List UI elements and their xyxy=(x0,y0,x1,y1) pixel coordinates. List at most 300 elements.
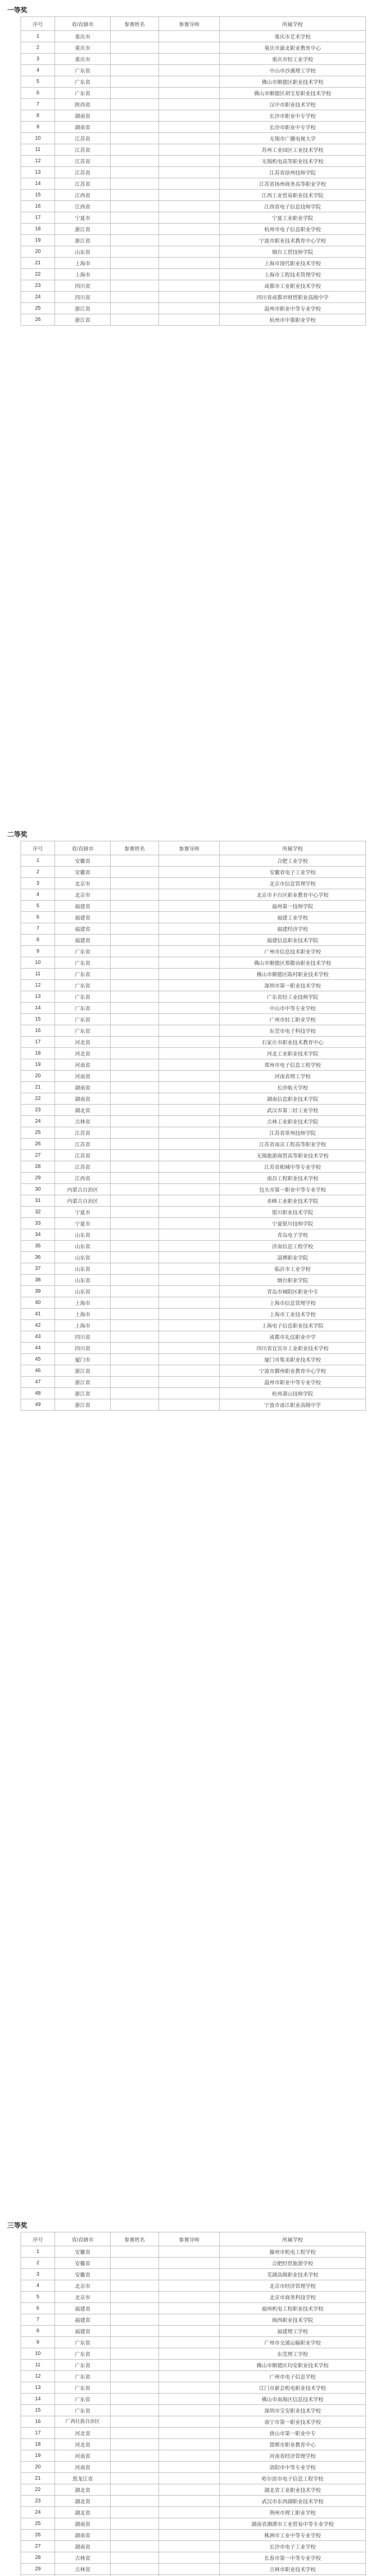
table-row xyxy=(21,923,366,935)
column-header: 所属学校 xyxy=(220,841,366,855)
table-row xyxy=(21,133,366,144)
school-cell: 郑州市电子信息工程学校 xyxy=(220,1059,366,1071)
province-cell: 浙江省 xyxy=(55,1399,111,1411)
index-cell: 26 xyxy=(21,2530,55,2541)
index-cell: 18 xyxy=(21,1048,55,1059)
school-cell: 江苏省扬州商务高等职业学校 xyxy=(220,178,366,190)
table-row xyxy=(21,1195,366,1207)
province-cell: 浙江省 xyxy=(55,1377,111,1388)
table-row xyxy=(21,946,366,957)
index-cell: 18 xyxy=(21,224,55,235)
province-cell: 广东省 xyxy=(55,76,111,88)
index-cell: 16 xyxy=(21,1025,55,1037)
table-header-row xyxy=(21,2232,366,2246)
column-header: 省/直辖市 xyxy=(55,17,111,31)
table-row xyxy=(21,2552,366,2564)
table-header-row xyxy=(21,841,366,855)
contestant-cell xyxy=(111,1297,159,1309)
province-cell: 安徽省 xyxy=(55,855,111,867)
column-header: 所属学校 xyxy=(220,2232,366,2246)
mentor-cell xyxy=(159,855,220,867)
school-cell: 合肥经贸旅游学校 xyxy=(220,2258,366,2269)
index-cell: 36 xyxy=(21,1252,55,1263)
index-cell: 3 xyxy=(21,2269,55,2280)
table-row xyxy=(21,88,366,99)
province-cell: 广东省 xyxy=(55,1003,111,1014)
table-row xyxy=(21,1207,366,1218)
index-cell: 12 xyxy=(21,980,55,991)
mentor-cell xyxy=(159,1003,220,1014)
province-cell: 广东省 xyxy=(55,2382,111,2394)
index-cell: 1 xyxy=(21,855,55,867)
school-cell: 安徽省电子工业学校 xyxy=(220,867,366,878)
index-cell: 30 xyxy=(21,1184,55,1195)
school-cell: 福州第一技师学院 xyxy=(220,901,366,912)
contestant-cell xyxy=(111,1093,159,1105)
index-cell: 19 xyxy=(21,235,55,246)
table-row xyxy=(21,54,366,65)
index-cell: 4 xyxy=(21,65,55,76)
index-cell: 2 xyxy=(21,42,55,54)
contestant-cell xyxy=(111,1116,159,1127)
mentor-cell xyxy=(159,1014,220,1025)
contestant-cell xyxy=(111,2416,159,2428)
province-cell: 浙江省 xyxy=(55,303,111,314)
index-cell: 15 xyxy=(21,2405,55,2416)
province-cell: 广东省 xyxy=(55,969,111,980)
contestant-cell xyxy=(111,2303,159,2314)
table-row xyxy=(21,1297,366,1309)
table-row xyxy=(21,1388,366,1399)
school-cell: 江西工业贸易职业技术学院 xyxy=(220,190,366,201)
province-cell: 山东省 xyxy=(55,1263,111,1275)
table-row xyxy=(21,2530,366,2541)
index-cell: 14 xyxy=(21,2394,55,2405)
table-row xyxy=(21,1127,366,1139)
school-cell: 哈尔滨市电子信息工程学校 xyxy=(220,2473,366,2484)
table-row xyxy=(21,2258,366,2269)
school-cell: 武汉市第二轻工业学校 xyxy=(220,1105,366,1116)
school-cell: 南昌工程职业技术学校 xyxy=(220,1173,366,1184)
province-cell: 山东省 xyxy=(55,1275,111,1286)
province-cell: 北京市 xyxy=(55,2280,111,2292)
table-row xyxy=(21,2484,366,2496)
table-row xyxy=(21,42,366,54)
school-cell: 江苏省相城中等专业学校 xyxy=(220,1161,366,1173)
school-cell: 杭州市中策职业学校 xyxy=(220,314,366,326)
index-cell: 5 xyxy=(21,76,55,88)
mentor-cell xyxy=(159,2314,220,2326)
province-cell: 四川省 xyxy=(55,1343,111,1354)
index-cell: 23 xyxy=(21,1105,55,1116)
table-row xyxy=(21,122,366,133)
province-cell: 宁夏市 xyxy=(55,212,111,224)
table-row xyxy=(21,2303,366,2314)
column-header: 省/直辖市 xyxy=(55,841,111,855)
table-row xyxy=(21,2382,366,2394)
index-cell: 11 xyxy=(21,969,55,980)
index-cell: 16 xyxy=(21,2416,55,2428)
province-cell: 浙江省 xyxy=(55,235,111,246)
table-row xyxy=(21,201,366,212)
index-cell: 14 xyxy=(21,1003,55,1014)
mentor-cell xyxy=(159,2416,220,2428)
province-cell: 陕西省 xyxy=(55,99,111,110)
index-cell: 21 xyxy=(21,258,55,269)
mentor-cell xyxy=(159,167,220,178)
province-cell: 上海市 xyxy=(55,1320,111,1331)
index-cell: 41 xyxy=(21,1309,55,1320)
mentor-cell xyxy=(159,1388,220,1399)
index-cell: 24 xyxy=(21,292,55,303)
index-cell: 8 xyxy=(21,2326,55,2337)
mentor-cell xyxy=(159,2269,220,2280)
mentor-cell xyxy=(159,957,220,969)
school-cell: 广州市信息技术职业学校 xyxy=(220,946,366,957)
school-cell: 成都市工业职业技术学校 xyxy=(220,280,366,292)
index-cell: 6 xyxy=(21,912,55,923)
contestant-cell xyxy=(111,2439,159,2450)
province-cell: 湖南省 xyxy=(55,1082,111,1093)
mentor-cell xyxy=(159,2337,220,2348)
province-cell: 广东省 xyxy=(55,2360,111,2371)
index-cell: 35 xyxy=(21,1241,55,1252)
province-cell: 湖北省 xyxy=(55,2496,111,2507)
table-row xyxy=(21,1331,366,1343)
province-cell: 湖南省 xyxy=(55,2541,111,2552)
school-cell: 重庆市轻工业学校 xyxy=(220,54,366,65)
mentor-cell xyxy=(159,54,220,65)
contestant-cell xyxy=(111,1173,159,1184)
province-cell: 上海市 xyxy=(55,258,111,269)
province-cell: 吉林省 xyxy=(55,2552,111,2564)
mentor-cell xyxy=(159,2280,220,2292)
index-cell: 34 xyxy=(21,1229,55,1241)
mentor-cell xyxy=(159,2507,220,2518)
school-cell: 湖南省湘潭市工业贸易中等专业学校 xyxy=(220,2518,366,2530)
index-cell: 17 xyxy=(21,1037,55,1048)
index-cell: 5 xyxy=(21,2292,55,2303)
mentor-cell xyxy=(159,2382,220,2394)
table-row xyxy=(21,235,366,246)
index-cell: 23 xyxy=(21,280,55,292)
mentor-cell xyxy=(159,178,220,190)
mentor-cell xyxy=(159,269,220,280)
mentor-cell xyxy=(159,2552,220,2564)
school-cell: 河北工业职业技术学院 xyxy=(220,1048,366,1059)
province-cell: 湖南省 xyxy=(55,122,111,133)
contestant-cell xyxy=(111,1037,159,1048)
province-cell: 广东省 xyxy=(55,946,111,957)
province-cell: 河北省 xyxy=(55,2428,111,2439)
contestant-cell xyxy=(111,76,159,88)
mentor-cell xyxy=(159,2292,220,2303)
province-cell: 山东省 xyxy=(55,1252,111,1263)
school-cell: 福建理工学校 xyxy=(220,2326,366,2337)
table-row xyxy=(21,1218,366,1229)
mentor-cell xyxy=(159,2326,220,2337)
contestant-cell xyxy=(111,2314,159,2326)
table-row xyxy=(21,2439,366,2450)
table-row xyxy=(21,1003,366,1014)
index-cell: 4 xyxy=(21,889,55,901)
contestant-cell xyxy=(111,1320,159,1331)
index-cell: 48 xyxy=(21,1388,55,1399)
index-cell: 26 xyxy=(21,314,55,326)
index-cell: 33 xyxy=(21,1218,55,1229)
mentor-cell xyxy=(159,2484,220,2496)
contestant-cell xyxy=(111,133,159,144)
contestant-cell xyxy=(111,935,159,946)
table-row xyxy=(21,212,366,224)
index-cell: 17 xyxy=(21,212,55,224)
school-cell: 无锡旅游商贸高等职业技术学校 xyxy=(220,1150,366,1161)
province-cell: 内蒙古自治区 xyxy=(55,1195,111,1207)
contestant-cell xyxy=(111,2326,159,2337)
index-cell: 29 xyxy=(21,1173,55,1184)
school-cell: 深圳市第一职业技术学校 xyxy=(220,980,366,991)
school-cell: 闽西职业技术学院 xyxy=(220,2314,366,2326)
mentor-cell xyxy=(159,1048,220,1059)
mentor-cell xyxy=(159,1059,220,1071)
contestant-cell xyxy=(111,2564,159,2575)
mentor-cell xyxy=(159,1105,220,1116)
table-row xyxy=(21,1241,366,1252)
school-cell: 重庆市艺术学校 xyxy=(220,31,366,42)
table-row xyxy=(21,2246,366,2258)
mentor-cell xyxy=(159,1025,220,1037)
school-cell: 北京市经济管理学校 xyxy=(220,2280,366,2292)
province-cell: 福建省 xyxy=(55,901,111,912)
contestant-cell xyxy=(111,2428,159,2439)
mentor-cell xyxy=(159,2530,220,2541)
school-cell: 赤峰工业职业技术学院 xyxy=(220,1195,366,1207)
contestant-cell xyxy=(111,1331,159,1343)
school-cell: 江苏省徐州技师学院 xyxy=(220,167,366,178)
table-row xyxy=(21,224,366,235)
contestant-cell xyxy=(111,2371,159,2382)
index-cell: 9 xyxy=(21,946,55,957)
column-header: 参赛导师 xyxy=(159,841,220,855)
index-cell: 27 xyxy=(21,1150,55,1161)
index-cell: 45 xyxy=(21,1354,55,1365)
mentor-cell xyxy=(159,2473,220,2484)
index-cell: 13 xyxy=(21,991,55,1003)
mentor-cell xyxy=(159,1116,220,1127)
index-cell: 24 xyxy=(21,2507,55,2518)
province-cell: 江苏省 xyxy=(55,133,111,144)
table-row xyxy=(21,2518,366,2530)
table-row xyxy=(21,1173,366,1184)
school-cell: 江西省电子信息技师学院 xyxy=(220,201,366,212)
school-cell: 荆州市理工职业学校 xyxy=(220,2507,366,2518)
contestant-cell xyxy=(111,1025,159,1037)
province-cell: 福建省 xyxy=(55,2314,111,2326)
school-cell: 广州市轻工职业学校 xyxy=(220,1014,366,1025)
school-cell: 福建经济学校 xyxy=(220,923,366,935)
table-row xyxy=(21,2348,366,2360)
province-cell: 北京市 xyxy=(55,2292,111,2303)
contestant-cell xyxy=(111,1127,159,1139)
province-cell: 重庆市 xyxy=(55,54,111,65)
school-cell: 宁波市甬江职业高级中学 xyxy=(220,1399,366,1411)
province-cell: 北京市 xyxy=(55,889,111,901)
index-cell: 23 xyxy=(21,2496,55,2507)
mentor-cell xyxy=(159,110,220,122)
table-row xyxy=(21,1093,366,1105)
school-cell: 东莞市电子科技学校 xyxy=(220,1025,366,1037)
table-row xyxy=(21,935,366,946)
province-cell: 山东省 xyxy=(55,1286,111,1297)
table-row xyxy=(21,280,366,292)
province-cell: 广东省 xyxy=(55,991,111,1003)
contestant-cell xyxy=(111,1275,159,1286)
table-row xyxy=(21,1116,366,1127)
province-cell: 安徽省 xyxy=(55,2246,111,2258)
index-cell: 15 xyxy=(21,190,55,201)
school-cell: 合肥工业学校 xyxy=(220,855,366,867)
column-header: 所属学校 xyxy=(220,17,366,31)
contestant-cell xyxy=(111,246,159,258)
province-cell: 江西省 xyxy=(55,201,111,212)
contestant-cell xyxy=(111,303,159,314)
province-cell: 河南省 xyxy=(55,1059,111,1071)
province-cell: 河北省 xyxy=(55,1037,111,1048)
school-cell: 武汉市东西湖职业技术学校 xyxy=(220,2496,366,2507)
table-row xyxy=(21,1309,366,1320)
index-cell: 47 xyxy=(21,1377,55,1388)
column-header: 序号 xyxy=(21,2232,55,2246)
contestant-cell xyxy=(111,867,159,878)
contestant-cell xyxy=(111,258,159,269)
mentor-cell xyxy=(159,1173,220,1184)
mentor-cell xyxy=(159,65,220,76)
column-header: 参赛导师 xyxy=(159,17,220,31)
index-cell: 15 xyxy=(21,1014,55,1025)
contestant-cell xyxy=(111,88,159,99)
contestant-cell xyxy=(111,1059,159,1071)
school-cell: 长沙市职业中专学校 xyxy=(220,122,366,133)
contestant-cell xyxy=(111,1014,159,1025)
contestant-cell xyxy=(111,2496,159,2507)
contestant-cell xyxy=(111,1343,159,1354)
school-cell: 汉中市职业技术学校 xyxy=(220,99,366,110)
contestant-cell xyxy=(111,2360,159,2371)
province-cell: 湖南省 xyxy=(55,110,111,122)
index-cell: 20 xyxy=(21,246,55,258)
mentor-cell xyxy=(159,2394,220,2405)
table-row xyxy=(21,2564,366,2575)
contestant-cell xyxy=(111,224,159,235)
school-cell: 江门市新会机电职业技术学校 xyxy=(220,2382,366,2394)
index-cell: 40 xyxy=(21,1297,55,1309)
mentor-cell xyxy=(159,2439,220,2450)
table-row xyxy=(21,1365,366,1377)
province-cell: 重庆市 xyxy=(55,42,111,54)
school-cell: 宁夏银川技师学院 xyxy=(220,1218,366,1229)
table-row xyxy=(21,1105,366,1116)
table-row xyxy=(21,246,366,258)
column-header: 序号 xyxy=(21,841,55,855)
table-row xyxy=(21,1071,366,1082)
contestant-cell xyxy=(111,1388,159,1399)
school-cell: 吉林市职业技术学校 xyxy=(220,2564,366,2575)
contestant-cell xyxy=(111,2394,159,2405)
school-cell: 宁波市鄞州职业教育中心学校 xyxy=(220,1365,366,1377)
table-row xyxy=(21,31,366,42)
province-cell: 四川省 xyxy=(55,292,111,303)
contestant-cell xyxy=(111,1207,159,1218)
school-cell: 长沙市电子工业学校 xyxy=(220,2541,366,2552)
province-cell: 江苏省 xyxy=(55,1139,111,1150)
mentor-cell xyxy=(159,1365,220,1377)
contestant-cell xyxy=(111,280,159,292)
table-row xyxy=(21,178,366,190)
mentor-cell xyxy=(159,2258,220,2269)
index-cell: 7 xyxy=(21,99,55,110)
contestant-cell xyxy=(111,1377,159,1388)
province-cell: 山东省 xyxy=(55,1229,111,1241)
index-cell: 32 xyxy=(21,1207,55,1218)
province-cell: 黑龙江省 xyxy=(55,2473,111,2484)
province-cell: 江苏省 xyxy=(55,1161,111,1173)
school-cell: 烟台职业学院 xyxy=(220,1275,366,1286)
table-row xyxy=(21,76,366,88)
school-cell: 青岛市城阳区职业中专 xyxy=(220,1286,366,1297)
column-header: 参赛姓名 xyxy=(111,841,159,855)
contestant-cell xyxy=(111,1150,159,1161)
contestant-cell xyxy=(111,1309,159,1320)
table-row xyxy=(21,991,366,1003)
index-cell: 9 xyxy=(21,122,55,133)
contestant-cell xyxy=(111,156,159,167)
mentor-cell xyxy=(159,88,220,99)
index-cell: 1 xyxy=(21,2246,55,2258)
mentor-cell xyxy=(159,99,220,110)
index-cell: 28 xyxy=(21,1161,55,1173)
table-row xyxy=(21,1014,366,1025)
table-row xyxy=(21,258,366,269)
school-cell: 佛山市顺德区胡宝星职业技术学校 xyxy=(220,88,366,99)
contestant-cell xyxy=(111,122,159,133)
table-row xyxy=(21,2405,366,2416)
school-cell: 河南省理工学校 xyxy=(220,1071,366,1082)
province-cell: 广东省 xyxy=(55,65,111,76)
province-cell: 吉林省 xyxy=(55,1116,111,1127)
school-cell: 福建工业学校 xyxy=(220,912,366,923)
table-row xyxy=(21,1048,366,1059)
province-cell: 湖南省 xyxy=(55,1093,111,1105)
mentor-cell xyxy=(159,156,220,167)
index-cell: 25 xyxy=(21,1127,55,1139)
table-row xyxy=(21,2507,366,2518)
province-cell: 浙江省 xyxy=(55,314,111,326)
mentor-cell xyxy=(159,991,220,1003)
table-row xyxy=(21,980,366,991)
index-cell: 38 xyxy=(21,1275,55,1286)
contestant-cell xyxy=(111,923,159,935)
table-row xyxy=(21,1275,366,1286)
mentor-cell xyxy=(159,1377,220,1388)
table-row xyxy=(21,867,366,878)
mentor-cell xyxy=(159,2564,220,2575)
contestant-cell xyxy=(111,980,159,991)
contestant-cell xyxy=(111,957,159,969)
province-cell: 重庆市 xyxy=(55,31,111,42)
table-row xyxy=(21,292,366,303)
province-cell: 江苏省 xyxy=(55,178,111,190)
index-cell: 42 xyxy=(21,1320,55,1331)
